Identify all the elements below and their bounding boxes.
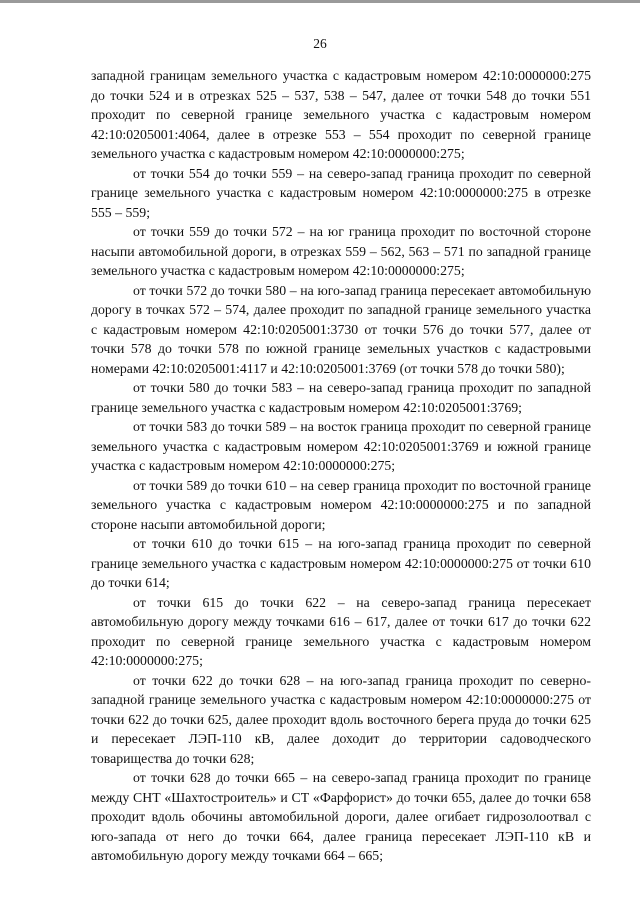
paragraph: от точки 559 до точки 572 – на юг граница проходит по восточной стороне насыпи автомобильной дороги, в отрезках 559 – 562, 563 – 571 по западной границе земельного участка с кадастровым номером 42:10:0000000:275; — [91, 224, 591, 278]
paragraph: западной границам земельного участка с кадастровым номером 42:10:0000000:275 до точки 524 и в отрезках 525 – 537, 538 – 547, далее от точки 548 до точки 551 проходит по северной границе земельного участка с кадастровым номером 42:10:0205001:4064, далее в отрезке 553 – 554 проходит по северной границе земельного участка с кадастровым номером 42:10:0000000:275; — [91, 68, 591, 161]
paragraph: от точки 554 до точки 559 – на северо-запад граница проходит по северной границе земельного участка с кадастровым номером 42:10:0000000:275 в отрезке 555 – 559; — [91, 165, 591, 220]
scan-top-edge — [0, 0, 640, 3]
document-body — [91, 66, 591, 866]
page-number: 26 — [313, 36, 327, 51]
paragraph: от точки 628 до точки 665 – на северо-запад граница проходит по границе между СНТ «Шахтостроитель» и СТ «Фарфорист» до точки 655, далее до точки 658 проходит вдоль обочины автомобильной дороги, далее огибает гидрозолоотвал с юго-запада от него до точки 664, далее граница пересекает ЛЭП-110 кВ и автомобильную дорогу между точками 664 – 665; — [91, 770, 591, 863]
paragraph: от точки 589 до точки 610 – на север граница проходит по восточной границе земельного участка с кадастровым номером 42:10:0000000:275 и по западной стороне насыпи автомобильной дороги; — [91, 477, 591, 532]
paragraph: от точки 615 до точки 622 – на северо-запад граница пересекает автомобильную дорогу между точками 616 – 617, далее от точки 617 до точки 622 проходит по северной границе земельного участка с кадастровым номером 42:10:0000000:275; — [91, 594, 591, 668]
paragraph: от точки 580 до точки 583 – на северо-запад граница проходит по западной границе земельного участка с кадастровым номером 42:10:0205001:3769; — [91, 380, 591, 415]
paragraph: от точки 572 до точки 580 – на юго-запад граница пересекает автомобильную дорогу в точках 572 – 574, далее проходит по западной границе земельного участка с кадастровым номером 42:10:0205001:3730 от точки 576 до точки 577, далее от точки 578 до точки 578 по южной границе земельных участков с кадастровыми номерами 42:10:0205001:4117 и 42:10:0205001:3769 (от точки 578 до точки 580); — [91, 282, 591, 376]
paragraph: от точки 622 до точки 628 – на юго-запад граница проходит по северно-западной границе земельного участка с кадастровым номером 42:10:0000000:275 от точки 622 до точки 625, далее проходит вдоль восточного берега пруда до точки 625 и пересекает ЛЭП-110 кВ, далее доходит до территории садоводческого товарищества до точки 628; — [91, 672, 591, 766]
paragraph: от точки 610 до точки 615 – на юго-запад граница проходит по северной границе земельного участка с кадастровым номером 42:10:0000000:275 от точки 610 до точки 614; — [91, 536, 591, 590]
paragraph: от точки 583 до точки 589 – на восток граница проходит по северной границе земельного участка с кадастровым номером 42:10:0205001:3769 и южной границе участка с кадастровым номером 42:10:0000000:275; — [91, 419, 591, 473]
